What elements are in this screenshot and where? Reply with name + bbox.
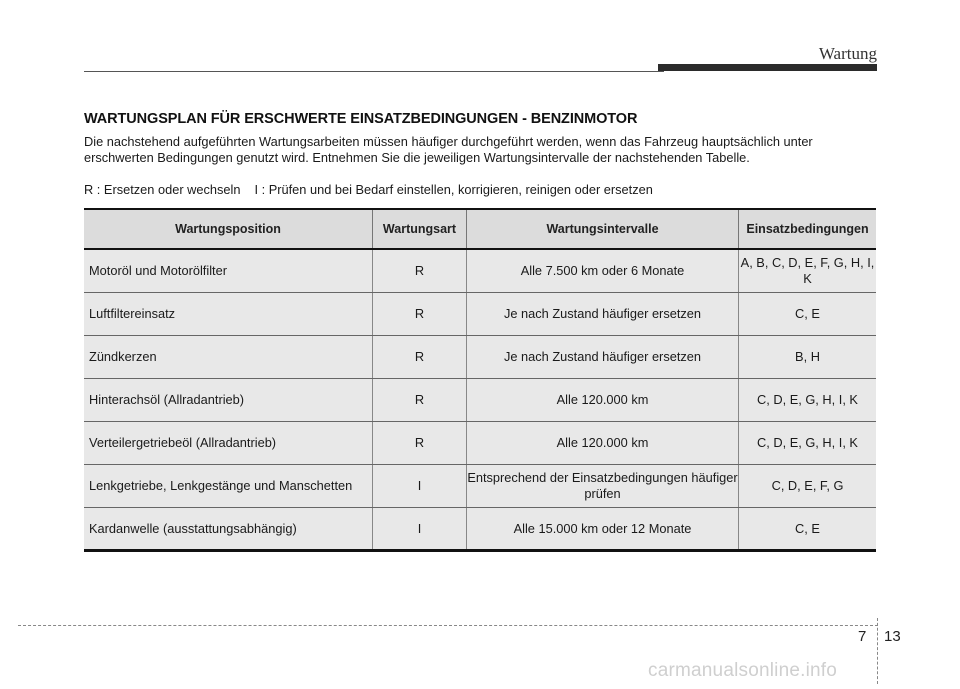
intro-paragraph: Die nachstehend aufgeführten Wartungsarbeiten müssen häufiger durchgeführt werden, wenn das Fahrzeug hauptsächlich unter erschwerten Bedingungen genutzt wird. Entnehmen Sie die jeweiligen Wartungsintervalle der nachstehenden Tabelle. <box>84 134 813 165</box>
cell-conditions: C, E <box>738 508 876 549</box>
cell-position: Lenkgetriebe, Lenkgestänge und Manschetten <box>89 478 353 493</box>
watermark: carmanualsonline.info <box>648 660 838 681</box>
header-position: Wartungsposition <box>175 222 281 236</box>
chapter-number: 7 <box>858 628 867 645</box>
cell-conditions: C, D, E, G, H, I, K <box>738 422 876 464</box>
table-row <box>84 508 876 552</box>
table-row <box>84 293 876 336</box>
table-row <box>84 422 876 465</box>
header-interval: Wartungsintervalle <box>466 210 738 248</box>
cell-interval: Je nach Zustand häufiger ersetzen <box>466 336 738 378</box>
table-header-row <box>84 208 876 250</box>
cell-conditions: A, B, C, D, E, F, G, H, I, K <box>738 250 876 292</box>
maintenance-table <box>84 208 876 552</box>
table-row <box>84 250 876 293</box>
cell-conditions: C, D, E, F, G <box>738 465 876 507</box>
table-row <box>84 465 876 508</box>
legend <box>84 182 667 197</box>
cell-conditions: B, H <box>738 336 876 378</box>
cell-interval: Alle 15.000 km oder 12 Monate <box>466 508 738 549</box>
cell-interval: Alle 120.000 km <box>466 379 738 421</box>
footer-divider <box>877 618 878 684</box>
cell-interval: Alle 7.500 km oder 6 Monate <box>466 250 738 292</box>
cell-position: Motoröl und Motorölfilter <box>89 263 227 278</box>
cell-type: I <box>372 465 466 507</box>
cell-type: I <box>372 508 466 549</box>
table-row <box>84 379 876 422</box>
cell-position: Kardanwelle (ausstattungsabhängig) <box>89 520 297 536</box>
header-conditions: Einsatzbedingungen <box>738 210 876 248</box>
cell-interval: Je nach Zustand häufiger ersetzen <box>466 293 738 335</box>
cell-conditions: C, E <box>738 293 876 335</box>
page-heading: WARTUNGSPLAN FÜR ERSCHWERTE EINSATZBEDINGUNGEN - BENZINMOTOR <box>84 111 638 127</box>
section-title: Wartung <box>818 44 877 63</box>
header-rule <box>84 71 664 72</box>
cell-interval: Alle 120.000 km <box>466 422 738 464</box>
table-row <box>84 336 876 379</box>
cell-position: Luftfiltereinsatz <box>89 306 176 321</box>
cell-position: Zündkerzen <box>89 349 157 364</box>
cell-interval: Entsprechend der Einsatzbedingungen häufiger prüfen <box>466 465 738 507</box>
cell-type: R <box>372 422 466 464</box>
cell-type: R <box>372 250 466 292</box>
cell-position: Hinterachsöl (Allradantrieb) <box>89 392 245 407</box>
page-number: 13 <box>884 628 901 645</box>
legend-r: R : Ersetzen oder wechseln <box>84 182 241 197</box>
cell-position: Verteilergetriebeöl (Allradantrieb) <box>89 435 277 450</box>
cell-type: R <box>372 293 466 335</box>
cell-conditions: C, D, E, G, H, I, K <box>738 379 876 421</box>
legend-i: I : Prüfen und bei Bedarf einstellen, korrigieren, reinigen oder ersetzen <box>254 182 653 197</box>
header-bar <box>658 64 877 71</box>
footer-rule <box>18 625 878 626</box>
header-type: Wartungsart <box>372 210 466 248</box>
cell-type: R <box>372 379 466 421</box>
cell-type: R <box>372 336 466 378</box>
